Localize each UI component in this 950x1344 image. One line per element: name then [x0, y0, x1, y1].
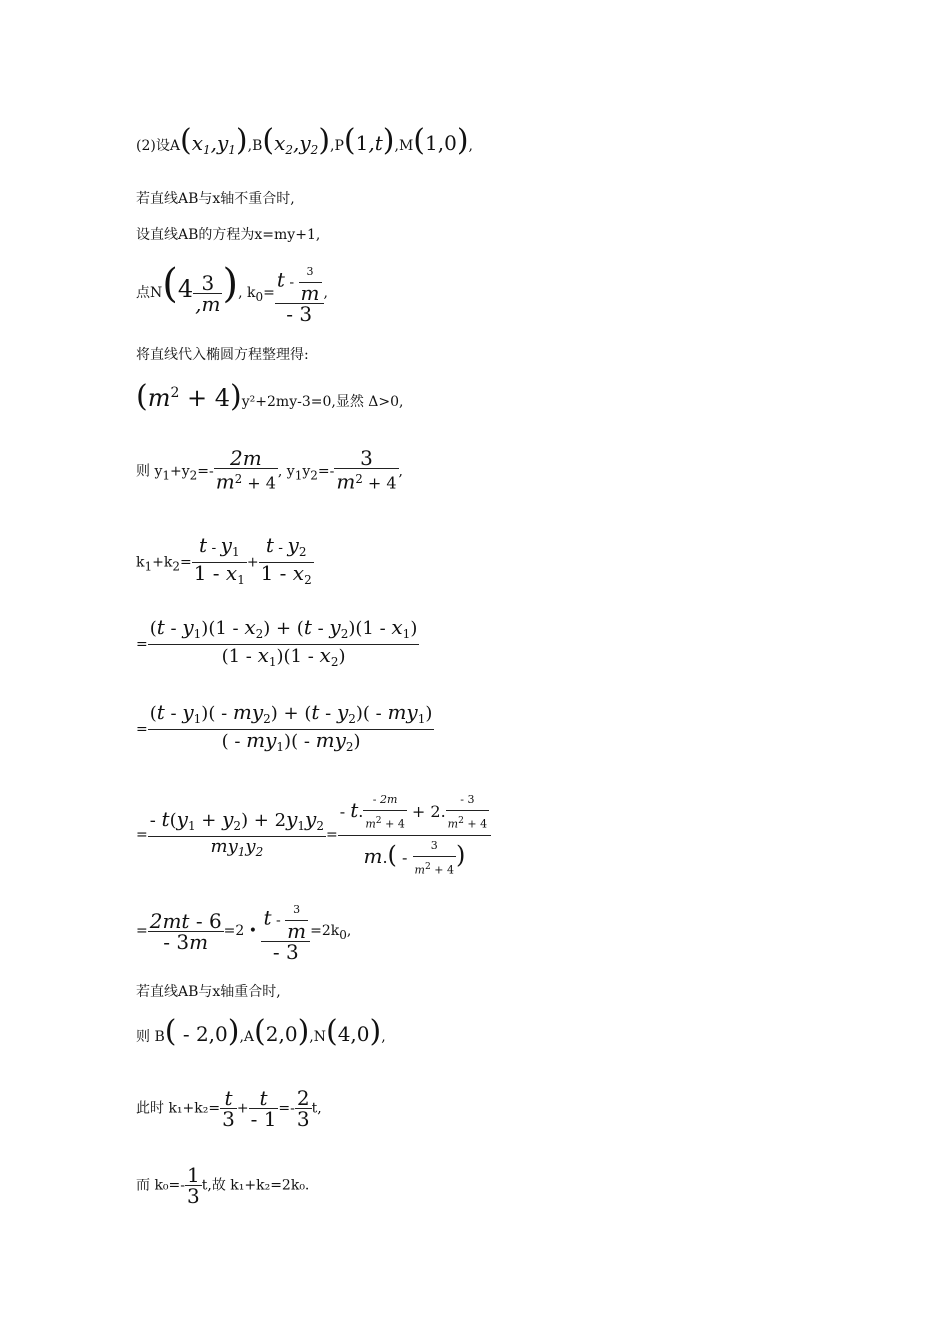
line-16: 而 k₀=- $\frac{1}{3}$ t,故 k₁+k₂=2k₀. — [136, 1163, 310, 1208]
line-7: 则 y1+y2=- $\frac{2m}{m^2 + 4}$ , y1y2=- $\frac{3}{m^2 + 4}$ , — [136, 446, 403, 494]
line-5: 将直线代入椭圆方程整理得: — [136, 347, 309, 363]
line-16-tail: t,故 k₁+k₂=2k₀. — [201, 1177, 310, 1194]
line-6: $(m^2 + 4)y^2+2my-3=0$,显然 Δ>0, — [136, 379, 404, 414]
line-6-tail: y²+2my-3=0,显然 Δ>0, — [241, 394, 404, 410]
line-9: = $\frac{(t - y_1)(1 - x_2) + (t - y_2)(1 - x_1)}{(1 - x_1)(1 - x_2)}$ — [136, 617, 419, 672]
line-4-label: 点N — [136, 285, 163, 301]
line-15: 此时 k₁+k₂= $\frac{t}{3}$ + $\frac{t}{- 1}$ =- $\frac{2}{3}$ t, — [136, 1086, 322, 1131]
line-10: = $\frac{(t - y_1)( - my_2) + (t - y_2)( - my_1)}{( - my_1)( - my_2)}$ — [136, 702, 434, 757]
line-2: 若直线AB与x轴不重合时, — [136, 191, 295, 207]
line-16-label: 而 k₀=- — [136, 1177, 186, 1194]
line-12: = $\frac{2mt - 6}{- 3m}$ =2 • t - $\frac{3}{m}$ - 3 =2k0, — [136, 903, 352, 964]
line-1: (2)设$A(x_1,y_1),B(x_2,y_2),P(1,t),M(1,0)$, — [136, 123, 473, 158]
line-13: 若直线AB与x轴重合时, — [136, 984, 281, 1000]
line-1-label: (2)设 — [136, 138, 170, 154]
line-3: 设直线AB的方程为x=my+1, — [136, 227, 321, 243]
line-11: = $\frac{- t(y_1 + y_2) + 2y_1y_2}{my_1y_2}$ = - t. $\frac{- 2m}{m^2 + 4}$ + 2. $\frac{- 3}{m^2 + 4}$ m.( - $\frac{3}{m^2 + 4}$ ) — [136, 790, 491, 880]
line-4: 点N(4 $\frac{3}{,m}$ ), k0= t - $\frac{3}{m}$ - 3 , — [136, 261, 328, 326]
line-14: 则 B( - 2,0),A(2,0),N(4,0), — [136, 1014, 386, 1049]
line-8: k1+k2= $\frac{t - y1}{1 - x_1}$ + $\frac{t - y2}{1 - x_2}$ — [136, 535, 314, 590]
line-15-label: 此时 k₁+k₂= — [136, 1100, 221, 1117]
